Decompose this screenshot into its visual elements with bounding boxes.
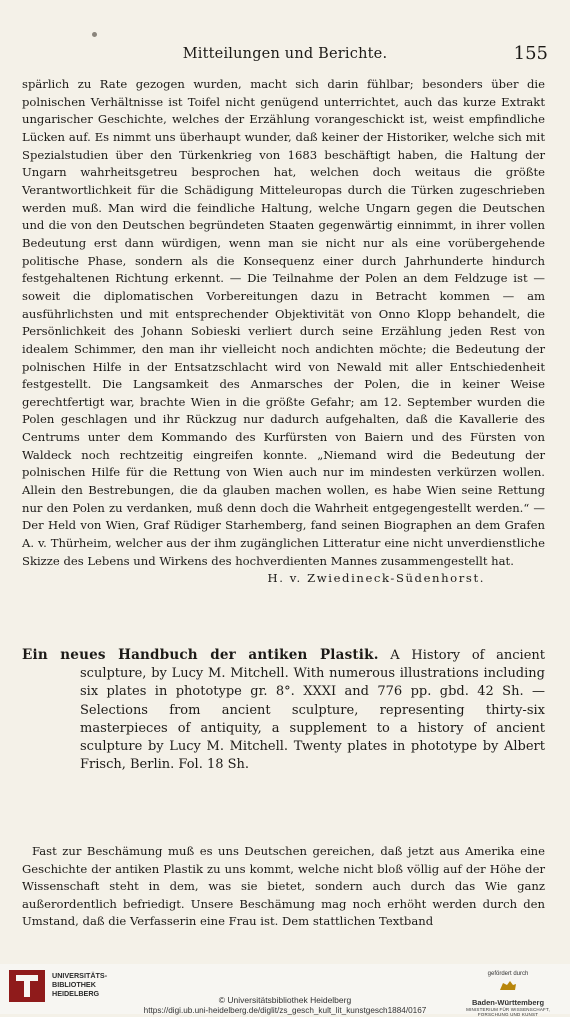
funder-logo[interactable] xyxy=(458,971,558,1017)
permalink[interactable]: https://digi.ub.uni-heidelberg.de/diglit/zs_gesch_kult_lit_kunstgesch1884/0167 xyxy=(143,1006,427,1015)
book-review-body xyxy=(22,843,545,931)
library-name-line: BIBLIOTHEK xyxy=(52,980,96,989)
library-name-line: UNIVERSITÄTS- xyxy=(52,971,108,980)
article-continuation xyxy=(22,76,545,588)
library-footer xyxy=(0,964,570,1017)
state-lion-icon xyxy=(498,979,518,992)
running-header xyxy=(22,44,548,68)
ministry-name: MINISTERIUM FÜR WISSENSCHAFT, FORSCHUNG UND KUNST xyxy=(466,1007,550,1017)
copyright-notice: © Universitätsbibliothek Heidelberg xyxy=(218,995,352,1005)
library-name-line: HEIDELBERG xyxy=(52,989,100,998)
body-paragraph: spärlich zu Rate gezogen wurden, macht sich darin fühlbar; besonders über die polnischen Verhältnisse ist Toifel nicht genügend unterrichtet, auch das kurze Extrakt ungarischer Geschichte, welches der Erzählung vorangeschickt ist, weist empfindliche Lücken auf. Es nimmt uns überhaupt wunder, daß keiner der Historiker, welche sich mit Spezialstudien über den Türkenkrieg von 1683 beschäftigt haben, die Haltung der Ungarn wahrheitsgetreu besprochen hat, welchen doch weitaus die größte Verantwortlichkeit für die Schädigung Mitteleuropas durch die Türken zugeschrieben werden muß. Man wird die feindliche Haltung, welche Ungarn gegen die Deutschen und die von den Deutschen begründeten Staaten gegenwärtig einnimmt, in ihrer vollen Bedeutung erst dann würdigen, wenn man sie nicht nur als eine vorübergehende politische Phase, sondern als die Konsequenz einer durch Jahrhunderte hindurch festgehaltenen Richtung erkennt. — Die Teilnahme der Polen an dem Feldzuge ist — soweit die diplomatischen Vorbereitungen dazu in Betracht kommen — am ausführlichsten und mit entsprechender Objektivität von Onno Klopp behandelt, die Persönlichkeit des Johann Sobieski verliert durch seine Erzählung jeden Rest von idealem Schimmer, den man ihr vielleicht noch andichten möchte; die Bedeutung der polnischen Hilfe in der Entsatzschlacht wird von Newald mit aller Entschiedenheit festgestellt. Die Langsamkeit des Anmarsches der Polen, die in keiner Weise gerechtfertigt war, brachte Wien in die größte Gefahr; am 12. September wurden die Polen geschlagen und ihr Rückzug nur dadurch aufgehalten, daß die Kavallerie des Centrums unter dem Kommando des Kurfürsten von Baiern und des Fürsten von Waldeck noch rechtzeitig eingreifen konnte. „Niemand wird die Bedeutung der polnischen Hilfe für die Rettung von Wien auch nur im mindesten verkürzen wollen. Allein den Bestrebungen, die da glauben machen wollen, es habe Wien seine Rettung nur den Polen zu verdanken, muß denn doch die Wahrheit entgegengestellt werden.“ — Der Held von Wien, Graf Rüdiger Starhemberg, fand seinen Biographen an dem Grafen A. v. Thürheim, welcher aus der ihm zugänglichen Litteratur eine nicht unverdienstliche Skizze des Lebens und Wirkens des hochverdienten Mannes zusammengestellt hat. xyxy=(22,77,545,568)
review-title: Ein neues Handbuch der antiken Plastik. xyxy=(22,647,379,663)
review-paragraph: Fast zur Beschämung muß es uns Deutschen gereichen, daß jetzt aus Amerika eine Geschichte der antiken Plastik zu uns kommt, welche nicht bloß völlig auf der Höhe der Wissenschaft steht in dem, was sie bietet, sondern auch durch das Wie ganz außerordentlich befriedigt. Unsere Beschämung mag noch erhöht werden durch den Umstand, daß die Verfasserin eine Frau ist. Dem stattlichen Textband xyxy=(22,844,545,929)
author-signature: H. v. Zwiedineck-Südenhorst. xyxy=(267,571,485,586)
page-number: 155 xyxy=(513,43,548,64)
funded-by-label: gefördert durch xyxy=(487,971,529,977)
book-review-heading xyxy=(22,646,545,774)
speck xyxy=(92,32,97,37)
header-title: Mitteilungen und Berichte. xyxy=(182,46,388,62)
funder-name: Baden-Württemberg xyxy=(471,998,545,1007)
review-citation: A History of ancient sculpture, by Lucy M. Mitchell. With numerous illustrations including six plates in phototype gr. 8°. XXXI and 776 pp. gbd. 42 Sh. — Selections from ancient sculpture, representing thirty-six masterpieces of antiquity, a supplement to a history of ancient sculpture by Lucy M. Mitchell. Twenty plates in phototype by Albert Frisch, Berlin. Fol. 18 Sh. xyxy=(80,648,545,773)
